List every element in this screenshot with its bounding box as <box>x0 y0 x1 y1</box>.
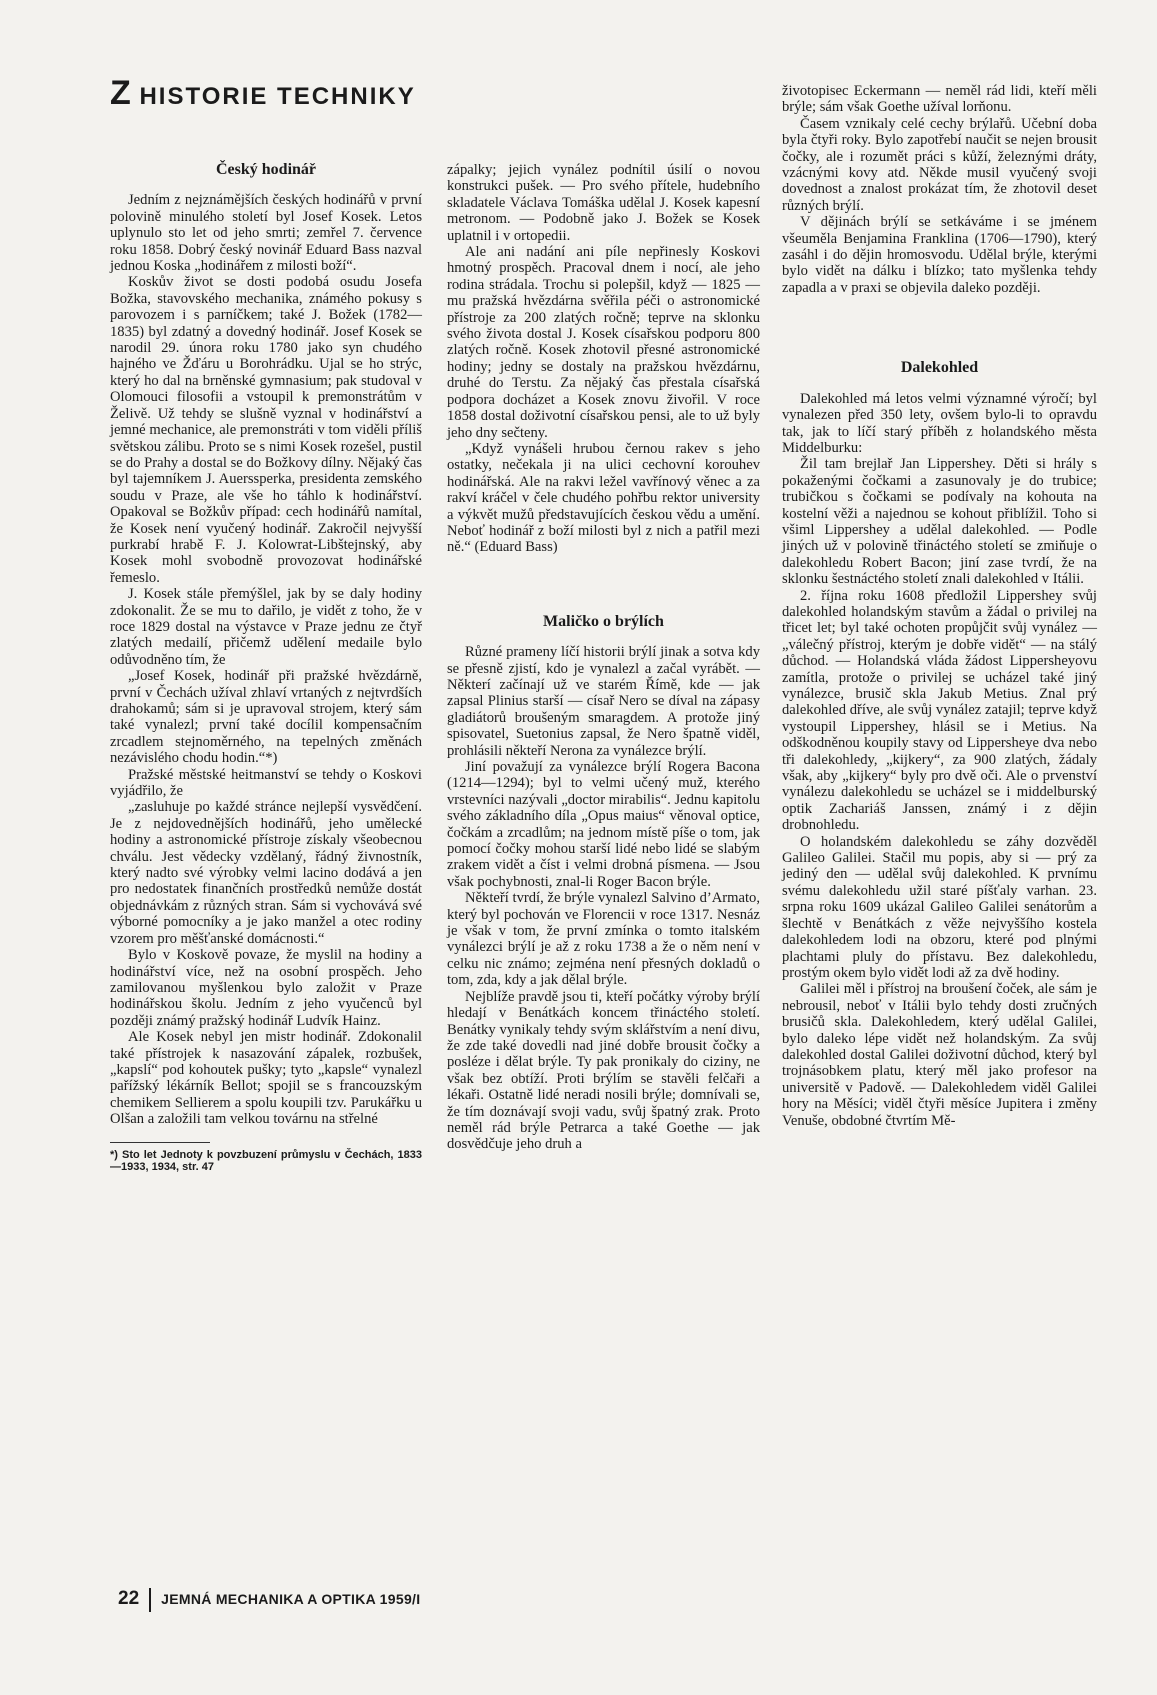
article-paragraph: Někteří tvrdí, že brýle vynalezl Salvino d’Armato, který byl pochován ve Florencii v roce 1317. Nesnáz je však v tom, že první zmínka o tomto italském vynálezci brýlí je až z roku 1738 a že o něm není v celku nic známo; zejména není přesných dokladů o tom, zda, kdy a jak dělal brýle. <box>447 890 760 989</box>
page-number: 22 <box>118 1588 140 1610</box>
article-quote: „Josef Kosek, hodinář při pražské hvězdárně, první v Čechách užíval zhlaví vrtaných z nejtvrdších drahokamů; sám si je upravoval strojem, který sám také vynalezl; první také docílil kompensačním zrcadlem stejnoměrného, na tepelných změnách nezávislého chodu hodin.“*) <box>110 668 422 767</box>
article-paragraph: Jedním z nejznámějších českých hodinářů v první polovině minulého století byl Josef Kosek. Letos uplynulo sto let od jeho smrti; zemřel 7. července roku 1858. Dobrý český novinář Eduard Bass nazval jednou Koska „hodinářem z milosti boží“. <box>110 192 422 275</box>
column-3 <box>782 83 1097 1129</box>
article-heading-cesky-hodinar: Český hodinář <box>215 161 317 178</box>
article-paragraph: Ale Kosek nebyl jen mistr hodinář. Zdokonalil také přístrojek k nasazování zápalek, rozbušek, „kapslí“ pod kohoutek pušky; tyto „kapsle“ vynalezl pařížský lékárník Bellot; spojil se s francouzským chemikem Sellierem a spolu koupili tzv. Parukářku u Olšan a založili tam velkou továrnu na střelné <box>110 1029 422 1128</box>
column-2 <box>447 162 760 1153</box>
article-paragraph: životopisec Eckermann — neměl rád lidi, kteří měli brýle; sám však Goethe užíval lorňonu. <box>782 83 1097 116</box>
article-paragraph: Nejblíže pravdě jsou ti, kteří počátky výroby brýlí hledají v Benátkách koncem třináctého století. Benátky vynikaly tehdy svým sklářstvím a není divu, že zde také dovedli nad jiné dobře brousit čočky a posléze i dělat brýle. Ty pak pronikaly do ciziny, ne však bez obtíží. Proti brýlím se stavěli felčaři a lékaři. Ostatně lidé neradi nosili brýle; domnívali se, že tím doznávají svoji vadu, svůj špatný zrak. Proto neměl rád brýle Petrarca a také Goethe — jak dosvědčuje jeho druh a <box>447 988 760 1153</box>
footer-divider <box>149 1588 151 1612</box>
column-1 <box>110 162 422 1174</box>
article-paragraph: O holandském dalekohledu se záhy dozvěděl Galileo Galilei. Stačil mu popis, aby si — prý za jediný den — udělal svůj dalekohled. K prvnímu svému dalekohledu užil staré píšťaly varhan. 23. srpna roku 1609 ukázal Galileo Galilei senátorům a šlechtě v Benátkách z věže nejvyššího kostela dalekohledem lodi na obzoru, které pod plnými plachtami pluly do přístavu. Bez dalekohledu, prostým okem bylo vidět lodi až za dvě hodiny. <box>782 833 1097 981</box>
article-paragraph: Koskův život se dosti podobá osudu Josefa Božka, stavovského mechanika, známého pokusy s parovozem i s parníčkem; také J. Božek (1782—1835) byl zdatný a dovedný hodinář. Josef Kosek se narodil 29. února roku 1780 jako syn chudého hajného ve Žďáru u Borohrádku. Ujal se ho strýc, který ho dal na brněnské gymnasium; pak studoval v Olomouci filosofii a vstoupil k premonstrátům v Želivě. Už tehdy se slušně vyznal v hodinářství a jemné mechanice, ale premonstráti v tom viděli příliš světskou zálibu. Proto se s nimi Kosek rozešel, pustil se do Prahy a dostal se do Božkovy dílny. Nějaký čas byl tajemníkem J. Auerssperka, presidenta zemského soudu v Praze, ale vše ho táhlo k hodinářství. Opakoval se Božkův případ: cech hodinářů namítal, že Kosek není vyučený hodinář. Zakročil nejvyšší purkrabí hrabě F. J. Kolowrat-Libštejnský, aby Kosek mohl svobodně provozovat hodinářské řemeslo. <box>110 274 422 586</box>
article-paragraph: J. Kosek stále přemýšlel, jak by se daly hodiny zdokonalit. Že se mu to dařilo, je vidět z toho, že v roce 1829 dostal na výstavce v Praze jednu ze čtyř zlatých medailí, přičemž udělení medaile bylo odůvodněno tím, že <box>110 586 422 668</box>
article-paragraph: V dějinách brýlí se setkáváme i se jménem všeuměla Benjamina Franklina (1706—1790), který zasáhl i do dějin hromosvodu. Udělal brýle, kterými bylo vidět na dálku i blízko; tato myšlenka tehdy zapadla a v praxi se objevila daleko později. <box>782 214 1097 296</box>
page-footer <box>118 1588 420 1612</box>
section-title <box>110 74 416 113</box>
article-paragraph: Ale ani nadání ani píle nepřinesly Koskovi hmotný prospěch. Pracoval dnem i nocí, ale jeho rodina strádala. Trochu si polepšil, když — 1825 — mu pražská hvězdárna svěřila péči o astronomické přístroje za 200 zlatých ročně; teprve na sklonku svého života dostal J. Kosek císařskou podporu 800 zlatých ročně. Kosek zhotovil přesné astronomické hodiny; jedny se dostaly na pražskou hvězdárnu, druhé do Terstu. Za nějaký čas přestala císařská podpora docházet a Kosek znovu živořil. V roce 1858 dostal doživotní císařskou pensi, ale to už byly jeho dny sečteny. <box>447 244 760 441</box>
article-quote: „Když vynášeli hrubou černou rakev s jeho ostatky, nečekala ji na ulici cechovní korouhev hodinářská. Ale na rakvi ležel vavřínový věnec a za rakví kráčel v čele chudého pohřbu rektor university a výkvět mužů představujících českou vědu a umění. Neboť hodinář z boží milosti byl z nich a patřil mezi ně.“ (Eduard Bass) <box>447 440 760 556</box>
article-paragraph: Různé prameny líčí historii brýlí jinak a sotva kdy se přesně zjistí, kdo je vynalezl a začal vyrábět. — Některí začínají už ve starém Římě, kde — jak zapsal Plinius starší — císař Nero se díval na zápasy gladiátorů broušeným smaragdem. A protože jiný spisovatel, Suetonius zapsal, že Nero špatně viděl, prohlásili někteří Nerona za vynálezce brýlí. <box>447 644 760 759</box>
magazine-title: JEMNÁ MECHANIKA A OPTIKA 1959/I <box>161 1591 421 1608</box>
article-heading-dalekohled: Dalekohled <box>900 359 979 377</box>
article-quote: „zasluhuje po každé stránce nejlepší vysvědčení. Je z nejdovednějších hodinářů, jeho umělecké hodiny a astronomické přístroje získaly všeobecnou chválu. Jest vědecky vzdělaný, řádný živnostník, který nadto své výrobky velmi lacino dodává a jen pro nedostatek finančních prostředků nemůže dostát objednávkám z různých stran. Sám si vychovává své výborné pomocníky a je jako manžel a otec rodiny vzorem pro měšťanské domácnosti.“ <box>110 799 422 947</box>
article-paragraph: 2. října roku 1608 předložil Lippershey svůj dalekohled holandským stavům a žádal o privilej na třicet let; byl také ochoten propůjčit svůj vynález — „válečný přístroj, kterým je dobře vidět“ — na stálý důchod. — Holandská vláda žádost Lippersheyovu zamítla, protože o privilej se ucházel také jiný vynálezce, brusič skla Jakub Metius. Znal prý dalekohled dříve, ale svůj vynález zatajil; teprve když vystoupil Lippershey, hlásil se i Metius. Na odškodněnou koupily stavy od Lippersheye dva nebo tři dalekohledy, „kijkery“, za 900 zlatých, žádaly však, aby „kijkery“ byly pro dvě oči. Ale o prvenství vynálezu dalekohledu se ucházel se i middelburský optik Zachariáš Janssen, známý i z dějin drobnohledu. <box>782 587 1097 834</box>
section-title-text: HISTORIE TECHNIKY <box>139 83 416 110</box>
section-title-initial: Z <box>110 74 131 112</box>
article-paragraph: zápalky; jejich vynález podnítil úsilí o novou konstrukci pušek. — Pro svého přítele, hudebního skladatele Václava Tomáška udělal J. Kosek kapesní metronom. — Podobně jako J. Božek se Kosek uplatnil i v ortopedii. <box>447 162 760 244</box>
footnote: *) Sto let Jednoty k povzbuzení průmyslu v Čechách, 1833—1933, 1934, str. 47 <box>110 1148 422 1174</box>
article-paragraph: Žil tam brejlař Jan Lippershey. Děti si hrály s pokaženými čočkami a zasunovaly je do trubice; trubičkou s čočkami se podívaly na kohouta na kostelní věži a najednou se kohout přiblížil. Toho si všiml Lippershey a udělal dalekohled. — Podle jiných už v polovině třináctého století se zmiňuje o dalekohledu Robert Bacon; jiní zase tvrdí, že na sklonku šestnáctého století znali dalekohled v Itálii. <box>782 456 1097 588</box>
article-paragraph: Časem vznikaly celé cechy brýlařů. Učební doba byla čtyři roky. Bylo zapotřebí naučit se nejen brousit čočky, ale i rozumět práci s kůží, železnými dráty, vzácnými kovy atd. Někde musil vyučený svoji dovednost a znalost prokázat tím, že zhotovil deset různých brýlí. <box>782 115 1097 214</box>
article-paragraph: Bylo v Koskově povaze, že myslil na hodiny a hodinářství více, než na osobní prospěch. Jeho zamilovanou myšlenkou bylo založit v Praze hodinářskou školu. Jedním z jeho vyučenců byl později známý pražský hodinář Ludvík Hainz. <box>110 947 422 1029</box>
article-paragraph: Jiní považují za vynálezce brýlí Rogera Bacona (1214—1294); byl to velmi učený muž, kterého vrstevníci nazývali „doctor mirabilis“. Jednu kapitolu svého základního díla „Opus maius“ věnoval optice, čočkám a zrcadlům; na jednom místě píše o tom, jak pomocí čočky mohou starší lidé nebo lidé se slabým zrakem vidět a číst i velmi drobná písmena. — Jsou však pochybnosti, znal-li Roger Bacon brýle. <box>447 759 760 890</box>
article-paragraph: Pražské městské heitmanství se tehdy o Koskovi vyjádřilo, že <box>110 766 422 800</box>
article-heading-malicko-o-brylich: Maličko o brýlích <box>543 612 664 630</box>
footnote-divider <box>110 1142 210 1143</box>
article-paragraph: Dalekohled má letos velmi významné výročí; byl vynalezen před 350 lety, ovšem bylo-li to opravdu tak, jak to líčí starý příběh z holandského města Middelburku: <box>782 390 1097 456</box>
article-paragraph: Galilei měl i přístroj na broušení čoček, ale sám je nebrousil, neboť v Itálii bylo tehdy dosti zručných brusičů skla. Dalekohledem, který udělal Galilei, bylo daleko lépe vidět než holandským. Za svůj dalekohled dostal Galilei doživotní důchod, který byl trojnásobkem platu, který měl jako profesor na universitě v Padově. — Dalekohledem viděl Galilei hory na Měsíci; viděl čtyři měsíce Jupitera i změny Venuše, obdobné čtvrtím Mě- <box>782 981 1097 1129</box>
